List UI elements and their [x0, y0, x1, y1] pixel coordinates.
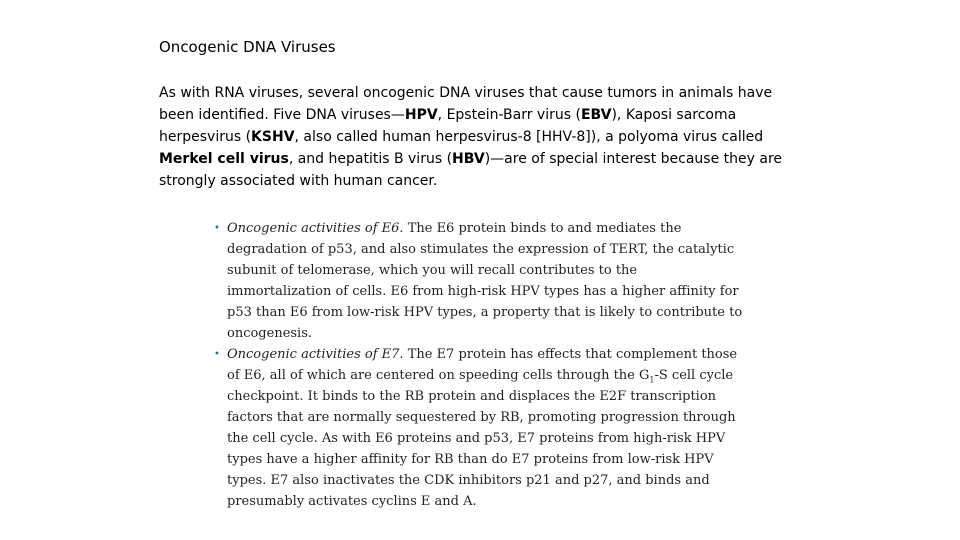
page-title: Oncogenic DNA Viruses [159, 38, 336, 56]
term-kshv: KSHV [251, 129, 295, 145]
excerpt-line [227, 344, 738, 365]
text-run: , and hepatitis B virus ( [288, 151, 453, 167]
text-run: ), Kaposi sarcoma [611, 107, 737, 123]
intro-line: strongly associated with human cancer. [159, 173, 438, 189]
bullet-heading: Oncogenic activities of E7. [227, 347, 404, 362]
term-hpv: HPV [404, 107, 438, 123]
intro-line [159, 126, 799, 148]
excerpt-line: degradation of p53, and also stimulates the expression of TERT, the catalytic [227, 242, 735, 257]
excerpt-line: presumably activates cyclins E and A. [227, 494, 477, 509]
excerpt-line: checkpoint. It binds to the RB protein and displaces the E2F transcription [227, 389, 717, 404]
bullet-item-e6 [214, 218, 743, 344]
bullet-item-e7 [214, 344, 738, 512]
intro-line: As with RNA viruses, several oncogenic DNA viruses that cause tumors in animals have [159, 85, 773, 101]
excerpt-line: types have a higher affinity for RB than do E7 proteins from low-risk HPV [227, 452, 714, 467]
text-run: The E6 protein binds to and mediates the [403, 221, 682, 236]
text-run: been identified. Five DNA viruses— [159, 107, 405, 123]
text-run: , Epstein-Barr virus ( [437, 107, 581, 123]
textbook-excerpt [214, 218, 743, 512]
term-merkel-cell-virus: Merkel cell virus [159, 151, 289, 167]
excerpt-line [227, 365, 734, 386]
excerpt-line: subunit of telomerase, which you will recall contributes to the [227, 263, 638, 278]
intro-paragraph [159, 82, 799, 192]
intro-line [159, 148, 799, 170]
bullet-icon: • [214, 349, 220, 360]
text-run: herpesvirus ( [159, 129, 252, 145]
excerpt-line: p53 than E6 from low-risk HPV types, a property that is likely to contribute to [227, 305, 743, 320]
bullet-heading: Oncogenic activities of E6. [227, 221, 404, 236]
term-hbv: HBV [452, 151, 485, 167]
text-run: , also called human herpesvirus-8 [HHV-8]), a polyoma virus called [294, 129, 764, 145]
excerpt-line: oncogenesis. [227, 326, 313, 341]
excerpt-line [227, 218, 734, 239]
text-run: -S cell cycle [654, 368, 734, 383]
excerpt-line: immortalization of cells. E6 from high-risk HPV types has a higher affinity for [227, 284, 739, 299]
text-run: of E6, all of which are centered on speeding cells through the G [227, 368, 650, 383]
intro-line [159, 104, 799, 126]
bullet-icon: • [214, 223, 220, 234]
text-run: The E7 protein has effects that complement those [403, 347, 738, 362]
excerpt-line: factors that are normally sequestered by RB, promoting progression through [227, 410, 736, 425]
term-ebv: EBV [580, 107, 612, 123]
excerpt-line: types. E7 also inactivates the CDK inhibitors p21 and p27, and binds and [227, 473, 710, 488]
excerpt-line: the cell cycle. As with E6 proteins and p53, E7 proteins from high-risk HPV [227, 431, 726, 446]
subscript: 1 [649, 375, 655, 385]
text-run: )—are of special interest because they are [484, 151, 783, 167]
